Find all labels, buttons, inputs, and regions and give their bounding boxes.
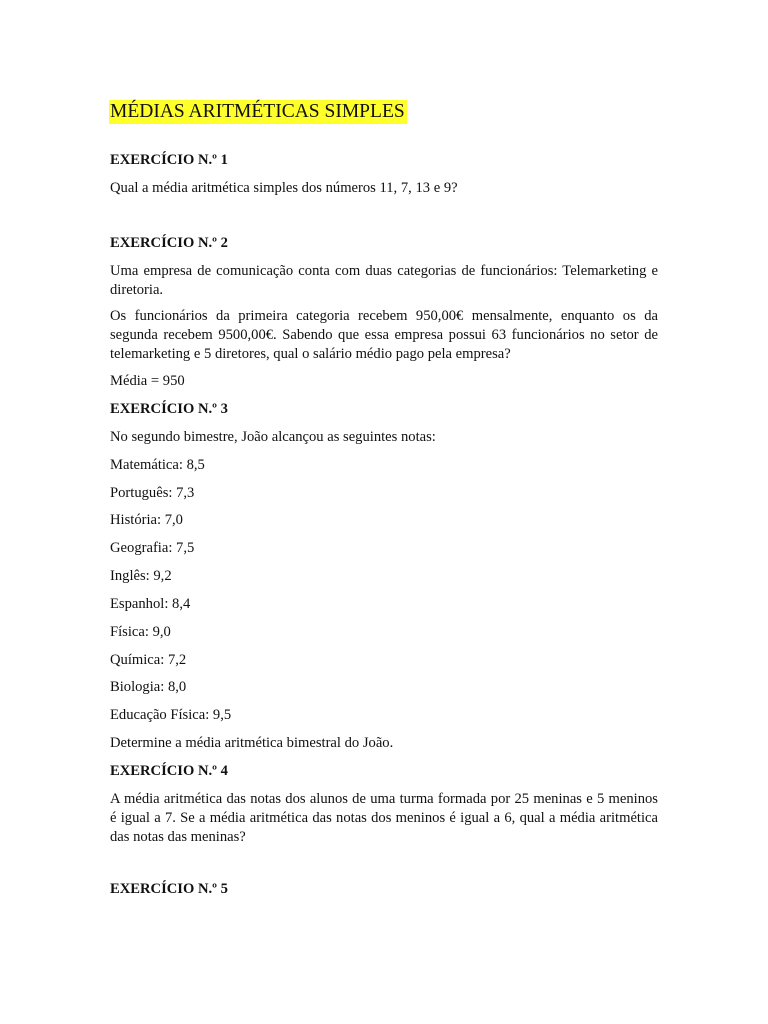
exercise-2-heading: EXERCÍCIO N.º 2 xyxy=(110,235,228,251)
exercise-3-heading: EXERCÍCIO N.º 3 xyxy=(110,401,228,417)
grade-item: Português: 7,3 xyxy=(110,485,195,501)
grade-item: Geografia: 7,5 xyxy=(110,540,195,556)
grade-item: História: 7,0 xyxy=(110,512,183,528)
exercise-3-intro: No segundo bimestre, João alcançou as seguintes notas: xyxy=(110,429,436,445)
exercise-5-heading: EXERCÍCIO N.º 5 xyxy=(110,881,228,897)
exercise-1-question: Qual a média aritmética simples dos números 11, 7, 13 e 9? xyxy=(110,180,458,196)
grade-item: Espanhol: 8,4 xyxy=(110,596,191,612)
grade-item: Química: 7,2 xyxy=(110,652,187,668)
exercise-4-paragraph-1: A média aritmética das notas dos alunos de uma turma formada por 25 meninas e 5 meninos é igual a 7. Se a média aritmética das notas dos meninos é igual a 6, qual a média aritmética das notas das meninas? xyxy=(110,791,658,845)
exercise-4-heading: EXERCÍCIO N.º 4 xyxy=(110,763,228,779)
document-title: MÉDIAS ARITMÉTICAS SIMPLES xyxy=(110,101,405,122)
grade-item: Física: 9,0 xyxy=(110,624,171,640)
exercise-2-paragraph-1: Uma empresa de comunicação conta com duas categorias de funcionários: Telemarketing e diretoria. xyxy=(110,263,658,298)
grade-item: Inglês: 9,2 xyxy=(110,568,172,584)
exercise-1-heading: EXERCÍCIO N.º 1 xyxy=(110,152,228,168)
grade-item: Biologia: 8,0 xyxy=(110,679,187,695)
exercise-3-question: Determine a média aritmética bimestral do João. xyxy=(110,735,394,751)
exercise-2-paragraph-2: Os funcionários da primeira categoria recebem 950,00€ mensalmente, enquanto os da segunda recebem 9500,00€. Sabendo que essa empresa possui 63 funcionários no setor de telemarketing e 5 diretores, qual o salário médio pago pela empresa? xyxy=(110,308,658,362)
grade-item: Matemática: 8,5 xyxy=(110,457,205,473)
grade-item: Educação Física: 9,5 xyxy=(110,707,232,723)
exercise-2-answer: Média = 950 xyxy=(110,373,185,389)
